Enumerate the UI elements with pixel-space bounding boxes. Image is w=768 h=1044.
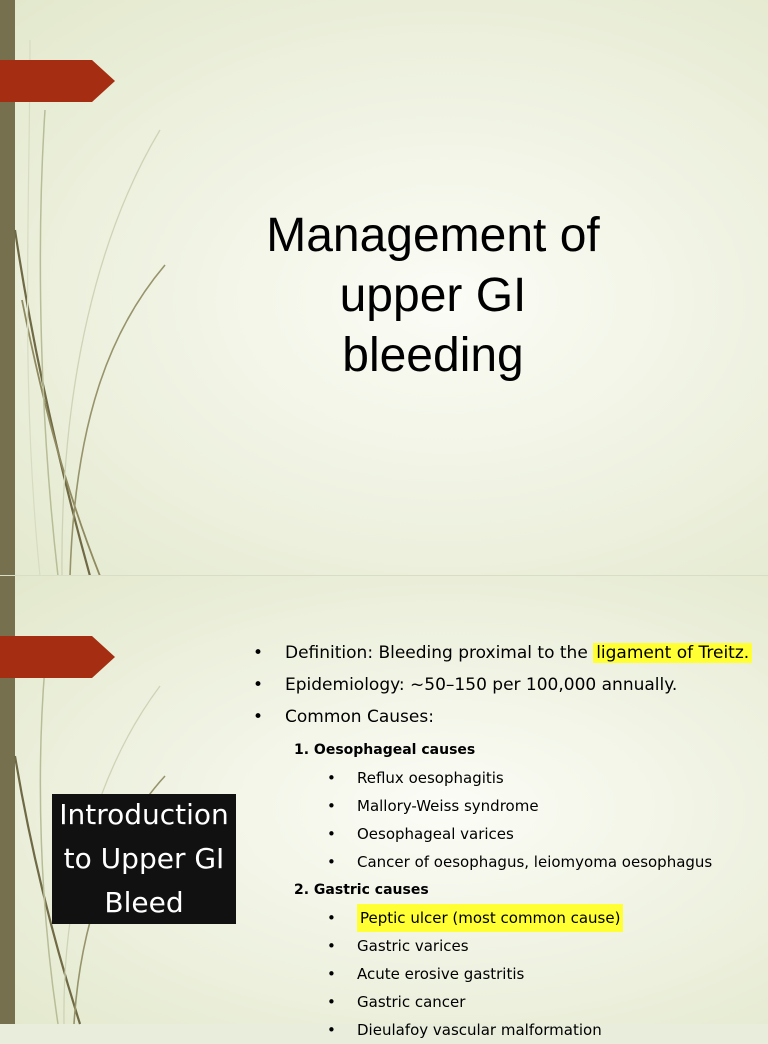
list-item (253, 792, 768, 820)
cause-text: Cancer of oesophagus, leiomyoma oesophagus (357, 853, 713, 871)
bullet-glyph: • (253, 707, 264, 727)
cause-text: Reflux oesophagitis (357, 769, 504, 787)
section-arrow-tab (0, 636, 115, 678)
slide-title: Management of upper GI bleeding (266, 209, 600, 382)
section-arrow-tab (0, 60, 115, 102)
list-item (253, 988, 768, 1016)
cause-text: Acute erosive gastritis (357, 965, 525, 983)
oesophageal-heading: 1. Oesophageal causes (294, 742, 476, 758)
epidemiology-text: Epidemiology: ~50–150 per 100,000 annually. (285, 675, 678, 695)
cause-text: Oesophageal varices (357, 825, 514, 843)
list-item (253, 764, 768, 792)
list-item (253, 932, 768, 960)
bullet-glyph: • (327, 797, 336, 815)
cause-text: Gastric cancer (357, 993, 466, 1011)
bullet-common-causes (253, 704, 768, 736)
section-label-box: Introduction to Upper GI Bleed (52, 794, 236, 924)
bullet-glyph: • (327, 965, 336, 983)
bullet-glyph: • (327, 1021, 336, 1039)
bullet-epidemiology (253, 672, 768, 704)
list-item (253, 960, 768, 988)
list-item (253, 820, 768, 848)
bullet-glyph: • (253, 675, 264, 695)
list-item (253, 1016, 768, 1044)
list-item (253, 904, 768, 932)
cause-text: Gastric varices (357, 937, 469, 955)
gastric-heading: 2. Gastric causes (294, 882, 429, 898)
highlighted-term: ligament of Treitz. (593, 643, 752, 663)
bullet-glyph: • (327, 825, 336, 843)
common-causes-text: Common Causes: (285, 707, 434, 727)
bullet-definition (253, 640, 768, 672)
bullet-glyph: • (327, 993, 336, 1011)
cause-text-highlighted: Peptic ulcer (most common cause) (357, 904, 623, 932)
definition-text: Definition: Bleeding proximal to the (285, 643, 594, 663)
list-item (253, 848, 768, 876)
cause-text: Dieulafoy vascular malformation (357, 1021, 602, 1039)
bullet-glyph: • (327, 909, 336, 927)
bullet-list (253, 640, 768, 1044)
cause-text: Mallory-Weiss syndrome (357, 797, 539, 815)
bullet-glyph: • (327, 853, 336, 871)
bullet-glyph: • (327, 769, 336, 787)
intro-slide (0, 576, 768, 1039)
bullet-glyph: • (327, 937, 336, 955)
bullet-glyph: • (253, 643, 264, 663)
